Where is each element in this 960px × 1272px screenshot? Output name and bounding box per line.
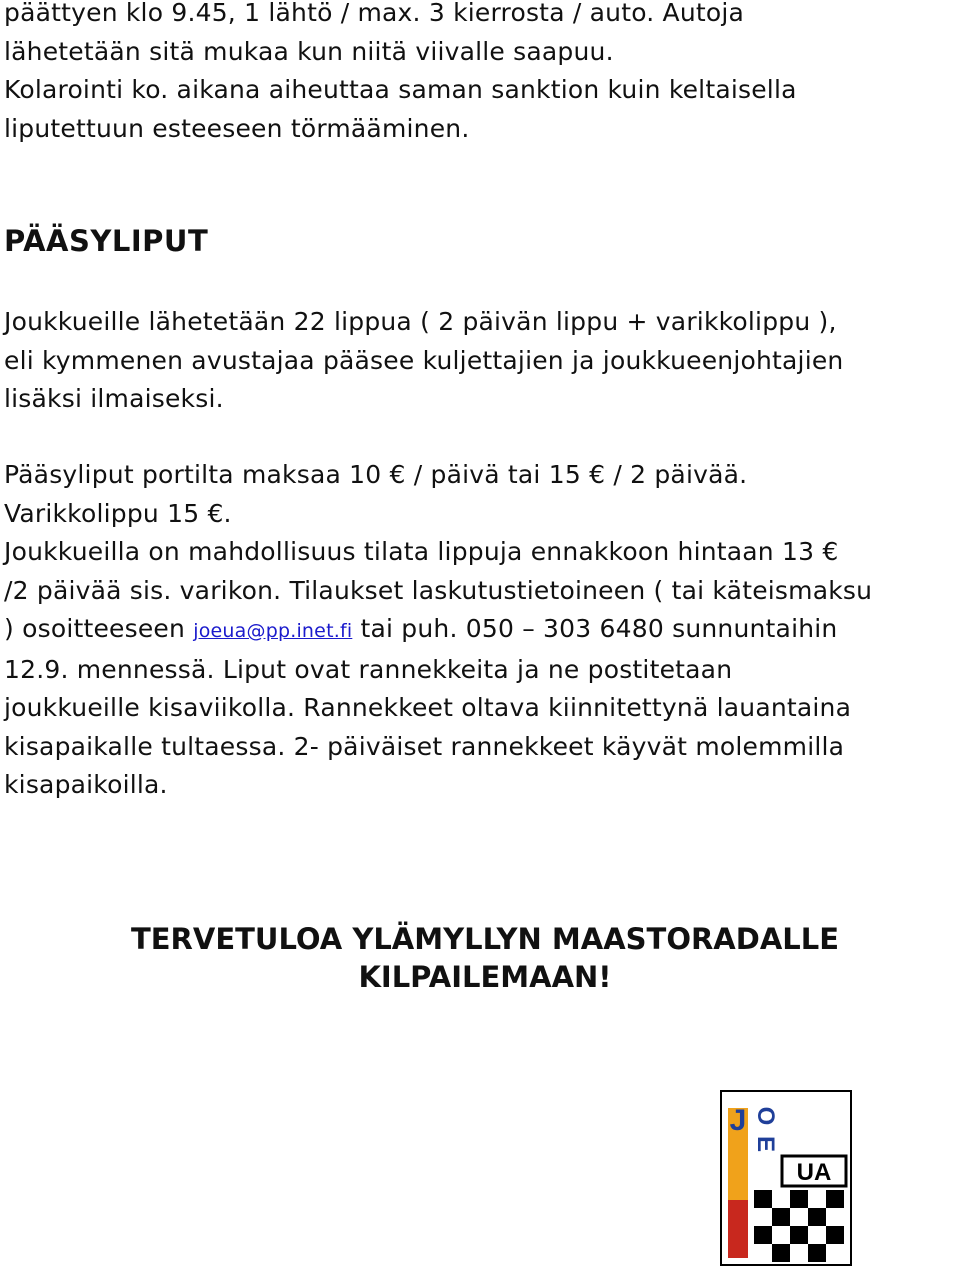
tickets-paragraph-1	[4, 303, 960, 419]
svg-text:O: O	[752, 1106, 779, 1126]
tickets-p1-line-2: eli kymmenen avustajaa pääsee kuljettajien ja joukkueenjohtajien	[4, 345, 844, 375]
tickets-paragraph-2	[4, 456, 960, 805]
svg-text:J: J	[729, 1104, 747, 1137]
tickets-p2-line-4: /2 päivää sis. varikon. Tilaukset laskutustietoineen ( tai käteismaksu	[4, 575, 873, 605]
phone-text: tai puh. 050 – 303 6480 sunnuntaihin	[360, 614, 838, 643]
address-prefix: ) osoitteeseen	[4, 614, 186, 643]
tickets-p2-line-3: Joukkueilla on mahdollisuus tilata lippuja ennakkoon hintaan 13 €	[4, 537, 839, 566]
intro-line-2: lähetetään sitä mukaa kun niitä viivalle saapuu.	[4, 36, 614, 66]
joeua-logo	[720, 1090, 852, 1266]
tickets-heading: PÄÄSYLIPUT	[4, 224, 209, 258]
svg-text:E: E	[752, 1135, 779, 1153]
tickets-p2-line-7: joukkueille kisaviikolla. Rannekkeet oltava kiinnitettynä lauantaina	[4, 693, 852, 722]
tickets-p2-line-5	[4, 610, 960, 651]
intro-paragraph	[4, 0, 960, 148]
intro-line-3: Kolarointi ko. aikana aiheuttaa saman sanktion kuin keltaisella	[4, 75, 797, 104]
joeua-logo-icon	[720, 1090, 852, 1266]
tickets-p1-line-1: Joukkueille lähetetään 22 lippua ( 2 päivän lippu + varikkolippu ),	[4, 307, 837, 336]
tickets-p2-line-1: Pääsyliput portilta maksaa 10 € / päivä tai 15 € / 2 päivää.	[4, 460, 748, 489]
intro-line-4: liputettuun esteeseen törmääminen.	[4, 113, 470, 143]
email-link[interactable]: joeua@pp.inet.fi	[193, 620, 353, 642]
closing-line-2: KILPAILEMAAN!	[358, 960, 612, 994]
logo-ua-text: UA	[796, 1159, 832, 1186]
closing-message	[0, 920, 960, 996]
tickets-p2-line-2: Varikkolippu 15 €.	[4, 498, 232, 528]
tickets-p1-line-3: lisäksi ilmaiseksi.	[4, 384, 224, 413]
intro-line-1: päättyen klo 9.45, 1 lähtö / max. 3 kierrosta / auto. Autoja	[4, 0, 745, 27]
closing-line-1: TERVETULOA YLÄMYLLYN MAASTORADALLE	[130, 922, 840, 956]
tickets-p2-line-8: kisapaikalle tultaessa. 2- päiväiset rannekkeet käyvät molemmilla	[4, 731, 845, 761]
tickets-p2-line-6: 12.9. mennessä. Liput ovat rannekkeita ja ne postitetaan	[4, 654, 733, 684]
tickets-p2-line-9: kisapaikoilla.	[4, 770, 168, 799]
